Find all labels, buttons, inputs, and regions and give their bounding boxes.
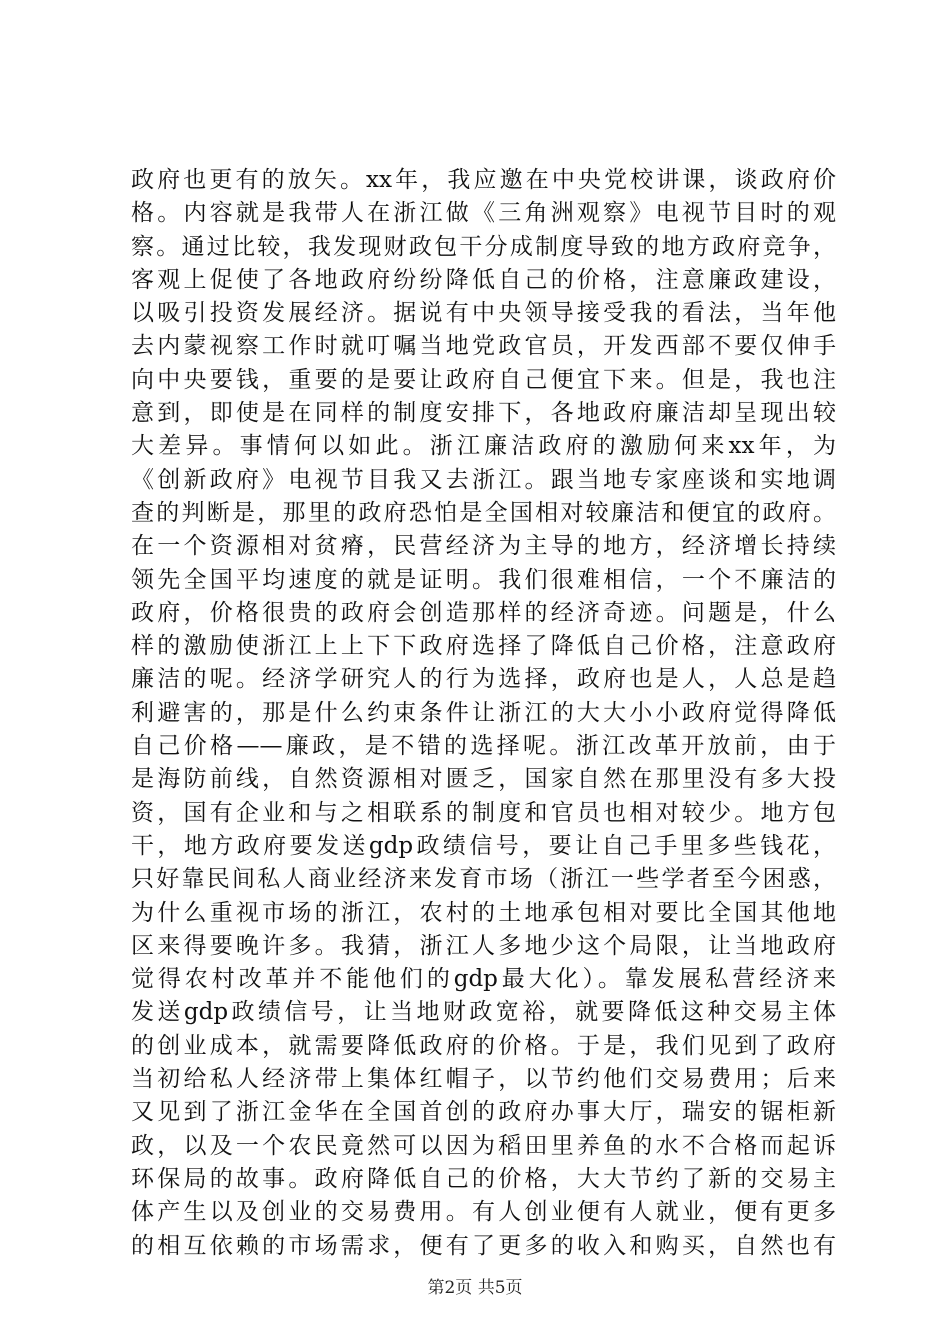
page-number-footer: 第2页 共5页 bbox=[427, 1278, 523, 1298]
text-line-18: 自己价格——廉政，是不错的选择呢。浙江改革开放前，由于 bbox=[131, 733, 836, 760]
text-line-10: 《创新政府》电视节目我又去浙江。跟当地专家座谈和实地调 bbox=[131, 466, 836, 493]
text-line-33: 的相互依赖的市场需求，便有了更多的收入和购买，自然也有 bbox=[131, 1232, 836, 1259]
text-line-24: 区来得要晚许多。我猜，浙江人多地少这个局限，让当地政府 bbox=[131, 932, 836, 959]
text-line-25: 觉得农村改革并不能他们的gdp最大化）。靠发展私营经济来 bbox=[131, 966, 836, 993]
text-line-12: 在一个资源相对贫瘠，民营经济为主导的地方，经济增长持续 bbox=[131, 533, 836, 560]
text-line-31: 环保局的故事。政府降低自己的价格，大大节约了新的交易主 bbox=[131, 1165, 836, 1192]
text-line-13: 领先全国平均速度的就是证明。我们很难相信，一个不廉洁的 bbox=[131, 566, 836, 593]
text-line-21: 干，地方政府要发送gdp政绩信号，要让自己手里多些钱花， bbox=[131, 832, 836, 859]
text-line-14: 政府，价格很贵的政府会创造那样的经济奇迹。问题是，什么 bbox=[131, 599, 836, 626]
text-line-3: 察。通过比较，我发现财政包干分成制度导致的地方政府竞争， bbox=[131, 233, 836, 260]
text-line-30: 政，以及一个农民竟然可以因为稻田里养鱼的水不合格而起诉 bbox=[131, 1132, 836, 1159]
text-line-26: 发送gdp政绩信号，让当地财政宽裕，就要降低这种交易主体 bbox=[131, 999, 836, 1026]
text-line-6: 去内蒙视察工作时就叮嘱当地党政官员，开发西部不要仅伸手 bbox=[131, 333, 836, 360]
text-line-16: 廉洁的呢。经济学研究人的行为选择，政府也是人，人总是趋 bbox=[131, 666, 836, 693]
text-line-20: 资，国有企业和与之相联系的制度和官员也相对较少。地方包 bbox=[131, 799, 836, 826]
text-line-8: 意到，即使是在同样的制度安排下，各地政府廉洁却呈现出较 bbox=[131, 400, 836, 427]
text-line-11: 查的判断是，那里的政府恐怕是全国相对较廉洁和便宜的政府。 bbox=[131, 499, 836, 526]
text-line-27: 的创业成本，就需要降低政府的价格。于是，我们见到了政府 bbox=[131, 1032, 836, 1059]
text-line-9: 大差异。事情何以如此。浙江廉洁政府的激励何来xx年，为 bbox=[131, 433, 836, 460]
text-line-4: 客观上促使了各地政府纷纷降低自己的价格，注意廉政建设， bbox=[131, 266, 836, 293]
text-line-17: 利避害的，那是什么约束条件让浙江的大大小小政府觉得降低 bbox=[131, 699, 836, 726]
text-line-32: 体产生以及创业的交易费用。有人创业便有人就业，便有更多 bbox=[131, 1199, 836, 1226]
text-line-19: 是海防前线，自然资源相对匮乏，国家自然在那里没有多大投 bbox=[131, 766, 836, 793]
text-line-1: 政府也更有的放矢。xx年，我应邀在中央党校讲课，谈政府价 bbox=[131, 167, 836, 193]
text-line-2: 格。内容就是我带人在浙江做《三角洲观察》电视节目时的观 bbox=[131, 200, 836, 227]
text-line-28: 当初给私人经济带上集体红帽子，以节约他们交易费用；后来 bbox=[131, 1066, 836, 1093]
text-line-29: 又见到了浙江金华在全国首创的政府办事大厅，瑞安的锯柜新 bbox=[131, 1099, 836, 1126]
text-line-23: 为什么重视市场的浙江，农村的土地承包相对要比全国其他地 bbox=[131, 899, 836, 926]
text-line-5: 以吸引投资发展经济。据说有中央领导接受我的看法，当年他 bbox=[131, 300, 836, 327]
text-line-7: 向中央要钱，重要的是要让政府自己便宜下来。但是，我也注 bbox=[131, 366, 836, 393]
text-line-15: 样的激励使浙江上上下下政府选择了降低自己价格，注意政府 bbox=[131, 633, 836, 660]
text-line-22: 只好靠民间私人商业经济来发育市场（浙江一些学者至今困惑， bbox=[131, 866, 836, 893]
document-body bbox=[131, 164, 836, 1263]
